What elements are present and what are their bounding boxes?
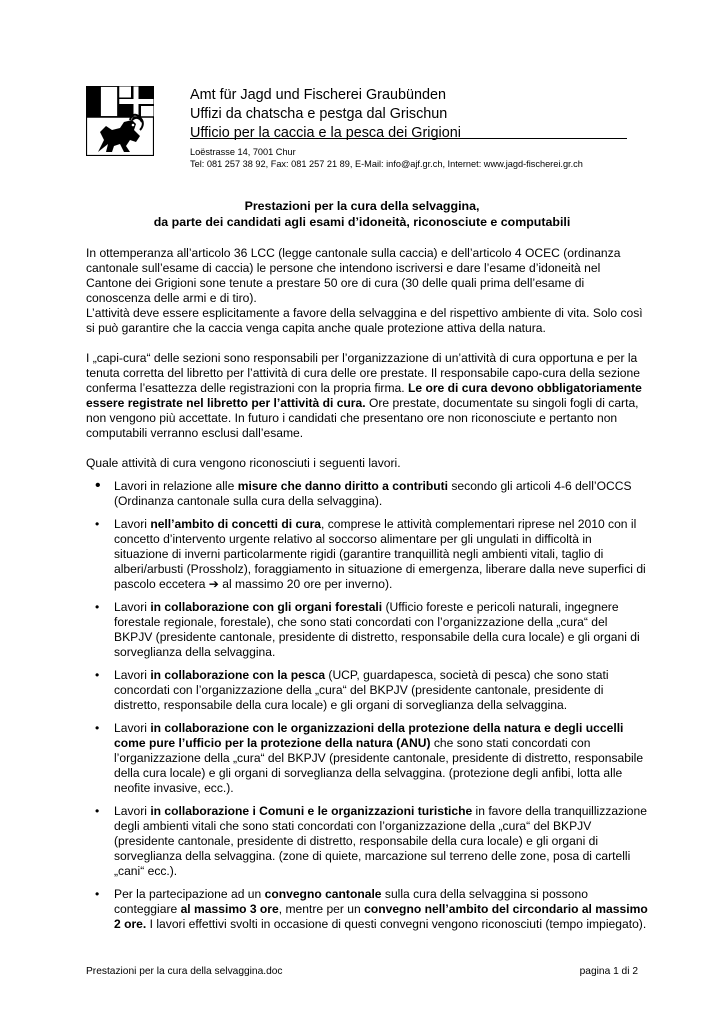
intro-paragraph-2: L’attività deve essere esplicitamente a favore della selvaggina e del rispettivo ambiente di vita. Solo così si può garantire che la caccia venga capita anche quale protezione attiva della natura. — [86, 306, 643, 335]
footer-page-number: pagina 1 di 2 — [579, 966, 638, 977]
org-name-italian: Ufficio per la caccia e la pesca dei Grigioni — [190, 125, 461, 141]
capi-cura-paragraph: I „capi-cura“ delle sezioni sono responsabili per l’organizzazione di un’attività di cura opportuna e per la tenuta corretta del libretto per l’attività di cura delle ore prestate. Il responsabile capo-cura della sezione conferma l’esattezza delle registrazioni con la propria firma. Le ore di cura devono obbligatoriamente essere registrate nel libretto per l’attività di cura. Ore prestate, documentate su singoli fogli di carta, non vengono più accettate. In futuro i candidati che presentano ore non riconosciute e pertanto non computabili verranno esclusi dall’esame. — [86, 351, 642, 440]
bullet-icon: • — [95, 887, 100, 901]
list-item: • Per la partecipazione ad un convegno cantonale sulla cura della selvaggina si possono conteggiare al massimo 3 ore, mentre per un convegno nell’ambito del circondario al massimo 2 ore. I lavori effettivi svolti in occasione di questi convegni vengono riconosciuti (tempo impiegato). — [95, 887, 648, 931]
list-item: • Lavori in collaborazione i Comuni e le organizzazioni turistiche in favore della tranquillizzazione degli ambienti vitali che sono stati concordati con l’organizzazione della „cura“ del BKPJV (presidente cantonale, presidente di distretto, responsabile della cura locale) e gli organi di sorveglianza della selvaggina. (zone di quiete, marcazione sul terreno delle zone, posa di cartelli „cani“ ecc.). — [95, 804, 647, 878]
contact-block — [190, 146, 583, 170]
contact-details: Tel: 081 257 38 92, Fax: 081 257 21 89, E-Mail: info@ajf.gr.ch, Internet: www.jagd-fischerei.gr.ch — [190, 159, 583, 169]
list-item: • Lavori in relazione alle misure che danno diritto a contributi secondo gli articoli 4-6 dell’OCCS (Ordinanza cantonale sulla cura della selvaggina). — [95, 477, 632, 508]
title-line-1: Prestazioni per la cura della selvaggina, — [244, 199, 480, 213]
bullet-icon: • — [95, 477, 101, 494]
bullet-icon: • — [95, 517, 100, 531]
page-footer — [86, 965, 638, 978]
intro-paragraph: In ottemperanza all’articolo 36 LCC (legge cantonale sulla caccia) e dell’articolo 4 OCEC (ordinanza cantonale sull’esame di caccia) le persone che intendono iscriversi e dare l’esame d’idoneità nel Cantone dei Grigioni sone tenute a prestare 50 ore di cura (30 delle quali prima dell’esame di conoscenza delle armi e di tiro). — [86, 246, 621, 305]
list-item: • Lavori nell’ambito di concetti di cura, comprese le attività complementari riprese nel 2010 con il concetto d’intervento urgente relativo al soccorso alimentare per gli ungulati in difficoltà in situazione di inverni particolarmente rigidi (garantire tranquillità negli ambienti vitali, taglio di alberi/arbusti (Prossholz), foraggiamento in situazione di emergenza, liberare dalla neve superfici di pascolo eccetera ➔ al massimo 20 ore per inverno). — [95, 517, 646, 591]
bullet-icon: • — [95, 804, 100, 818]
bullet-icon: • — [95, 668, 100, 682]
list-item: • Lavori in collaborazione con gli organi forestali (Ufficio foreste e pericoli naturali, ingegnere forestale regionale, forestale), che sono stati concordati con l’organizzazione della „cura“ del BKPJV (presidente cantonale, presidente di distretto, responsabile della cura locale) e gli organi di sorveglianza della selvaggina. — [95, 600, 640, 659]
footer-filename: Prestazioni per la cura della selvaggina.doc — [86, 966, 283, 977]
list-item: • Lavori in collaborazione con le organizzazioni della protezione della natura e degli uccelli come pure l’ufficio per la protezione della natura (ANU) che sono stati concordati con l’organizzazione della „cura“ del BKPJV (presidente cantonale, presidente di distretto, responsabile della cura locale) e gli organi di sorveglianza della selvaggina. (protezione degli anfibi, lotta alle neofite invasive, ecc.). — [95, 721, 644, 795]
activity-list — [86, 479, 648, 932]
org-name-romansh: Uffizi da chatscha e pestga dal Grischun — [190, 106, 448, 122]
address: Loëstrasse 14, 7001 Chur — [190, 147, 296, 157]
graubuenden-coat-of-arms-icon — [86, 86, 154, 156]
list-intro: Quale attività di cura vengono riconosciuti i seguenti lavori. — [86, 456, 401, 470]
title-line-2: da parte dei candidati agli esami d’idoneità, riconosciute e computabili — [153, 215, 571, 229]
document-body — [86, 246, 648, 940]
header-divider — [190, 138, 627, 139]
org-name-german: Amt für Jagd und Fischerei Graubünden — [190, 87, 446, 103]
list-item: • Lavori in collaborazione con la pesca (UCP, guardapesca, società di pesca) che sono stati concordati con l’organizzazione della „cura“ del BKPJV (presidente cantonale, presidente di distretto, responsabile della cura locale) e gli organi di sorveglianza della selvaggina. — [95, 668, 609, 712]
bullet-icon: • — [95, 600, 100, 614]
document-title — [86, 198, 638, 230]
organization-header — [190, 86, 626, 143]
bullet-icon: • — [95, 721, 100, 735]
